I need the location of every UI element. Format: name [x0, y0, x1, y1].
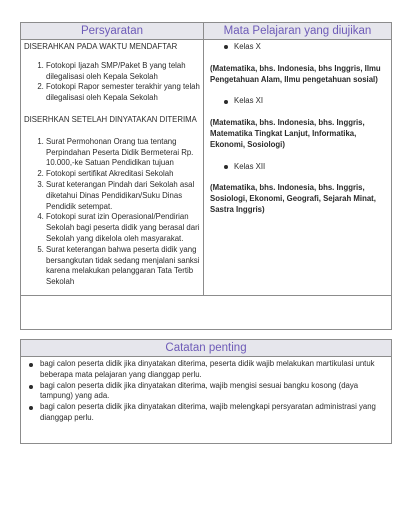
list-item: bagi calon peserta didik jika dinyatakan diterima, wajib mengisi sesuai bangku kosong (daya tampung) yang ada.	[40, 381, 385, 403]
class-xi-subjects: (Matematika, bhs. Indonesia, bhs. Inggris, Matematika Tingkat Lanjut, Informatika, Ekonomi, Sosiologi)	[210, 118, 365, 149]
subjects-column	[210, 42, 386, 216]
requirements-table	[20, 22, 392, 330]
column-divider	[203, 39, 204, 295]
bullet-icon	[224, 165, 228, 169]
list-item: 2. Fotokopi sertifikat Akreditasi Sekolah	[46, 169, 202, 180]
list-item: 2. Fotokopi Rapor semester terakhir yang telah dilegalisasi oleh Kepala Sekolah	[46, 82, 202, 104]
list-item: 5. Surat keterangan bahwa peserta didik yang bersangkutan tidak sedang menjalani sanksi karena melakukan pelanggaran Tata Tertib Sekolah	[46, 245, 202, 288]
requirements-column	[24, 42, 202, 288]
important-notes-box	[20, 339, 392, 444]
class-xii-subjects: (Matematika, bhs. Indonesia, bhs. Inggris, Sosiologi, Ekonomi, Geografi, Sejarah Minat, Sastra Inggris)	[210, 183, 376, 214]
list-item: 3. Surat keterangan Pindah dari Sekolah asal diketahui Dinas Pendidikan/Suku Dinas Pendidik setempat.	[46, 180, 202, 212]
requirements-header: Persyaratan	[21, 23, 204, 40]
registration-list	[24, 61, 202, 104]
list-item: bagi calon peserta didik jika dinyatakan diterima, peserta didik wajib melakukan martikulasi untuk beberapa mata pelajaran yang dianggap perlu.	[40, 359, 385, 381]
notes-list	[21, 357, 391, 424]
class-xii-item	[210, 162, 386, 173]
bullet-icon	[224, 100, 228, 104]
list-item: bagi calon peserta didik jika dinyatakan diterima, wajib melengkapi persyaratan administrasi yang dianggap perlu.	[40, 402, 385, 424]
list-item: 1. Fotokopi Ijazah SMP/Paket B yang telah dilegalisasi oleh Kepala Sekolah	[46, 61, 202, 83]
bullet-icon	[224, 45, 228, 49]
after-acceptance-list	[24, 137, 202, 288]
class-x-item	[210, 42, 386, 53]
class-label: Kelas XI	[234, 96, 264, 106]
notes-header: Catatan penting	[21, 340, 391, 357]
section-title-registration: DISERAHKAN PADA WAKTU MENDAFTAR	[24, 42, 178, 51]
class-label: Kelas XII	[234, 161, 266, 171]
section-title-after-acceptance: DISERHKAN SETELAH DINYATAKAN DITERIMA	[24, 114, 197, 124]
class-label: Kelas X	[234, 42, 261, 51]
list-item: 1. Surat Permohonan Orang tua tentang Perpindahan Peserta Didik Bermeterai Rp. 10.000,-ke Satuan Pendidikan tujuan	[46, 137, 202, 169]
list-item: 4. Fotokopi surat izin Operasional/Pendirian Sekolah bagi peserta didik yang berasal dari Sekolah yang dikelola oleh masyarakat.	[46, 212, 202, 244]
class-x-subjects: (Matematika, bhs. Indonesia, bhs Inggris, Ilmu Pengetahuan Alam, Ilmu pengetahuan sosial)	[210, 63, 381, 84]
table-bottom-divider	[21, 295, 391, 296]
subjects-header: Mata Pelajaran yang diujikan	[204, 23, 391, 40]
class-xi-item	[210, 96, 386, 107]
